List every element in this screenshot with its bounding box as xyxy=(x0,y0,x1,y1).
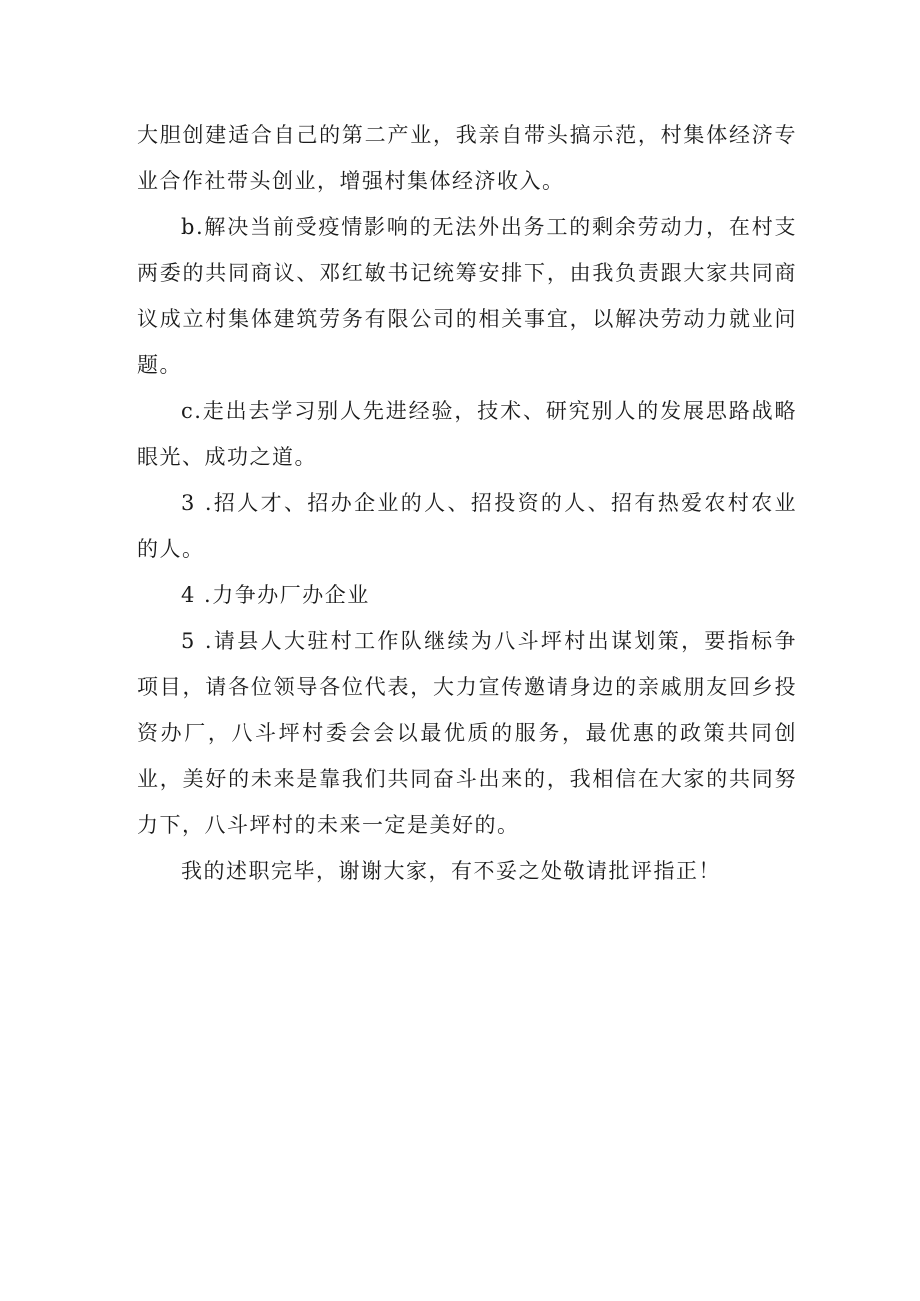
paragraph-item-4: 4 .力争办厂办企业 xyxy=(181,583,370,607)
paragraph-item-3: 3 .招人才、招办企业的人、招投资的人、招有热爱农村农业的人。 xyxy=(137,491,797,561)
paragraph-continuation: 大胆创建适合自己的第二产业，我亲自带头搞示范，村集体经济专业合作社带头创业，增强村集体经济收入。 xyxy=(137,123,797,193)
paragraph-item-c: c.走出去学习别人先进经验，技术、研究别人的发展思路战略眼光、成功之道。 xyxy=(137,399,797,469)
document-body xyxy=(137,112,797,894)
paragraph-item-b: b.解决当前受疫情影响的无法外出务工的剩余劳动力，在村支两委的共同商议、邓红敏书记统筹安排下，由我负责跟大家共同商议成立村集体建筑劳务有限公司的相关事宜，以解决劳动力就业问题。 xyxy=(137,215,797,377)
paragraph-closing: 我的述职完毕，谢谢大家，有不妥之处敬请批评指正！ xyxy=(181,859,721,883)
paragraph-item-5: 5 .请县人大驻村工作队继续为八斗坪村出谋划策，要指标争项目，请各位领导各位代表，大力宣传邀请身边的亲戚朋友回乡投资办厂，八斗坪村委会会以最优质的服务，最优惠的政策共同创业，美好的未来是靠我们共同奋斗出来的，我相信在大家的共同努力下，八斗坪村的未来一定是美好的。 xyxy=(137,629,797,837)
